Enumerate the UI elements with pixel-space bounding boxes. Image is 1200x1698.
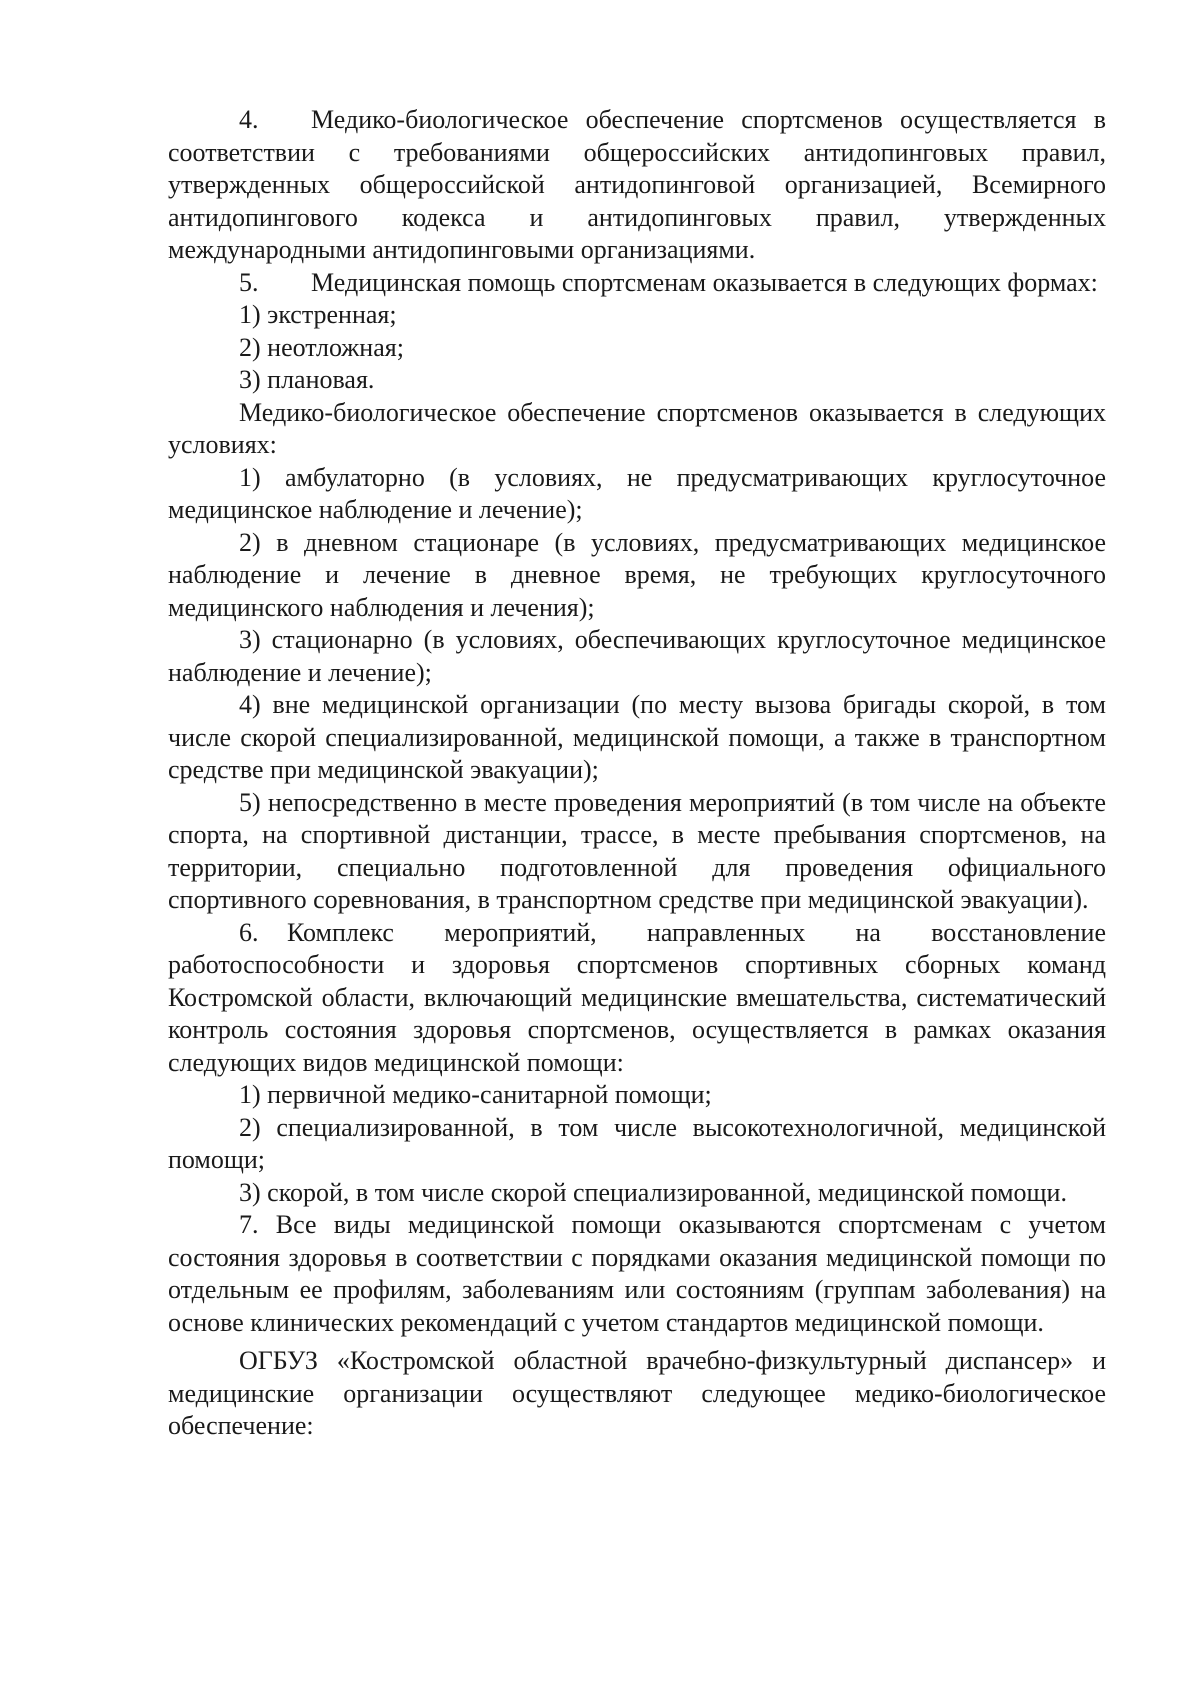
paragraph-7: 7. Все виды медицинской помощи оказываются спортсменам с учетом состояния здоровья в соответствии с порядками оказания медицинской помощи по отдельным ее профилям, заболеваниям или состояниям (группам заболевания) на основе клинических рекомендаций с учетом стандартов медицинской помощи. xyxy=(168,1210,1106,1337)
paragraph-text: Медико-биологическое обеспечение спортсменов осуществляется в соответствии с требованиями общероссийских антидопинговых правил, утвержденных общероссийской антидопинговой организацией, Всемирного антидопингового кодекса и антидопинговых правил, утвержденных международными антидопинговыми организациями. xyxy=(168,105,1106,264)
care-type-item-1: 1) первичной медико-санитарной помощи; xyxy=(239,1080,712,1109)
paragraph-4 xyxy=(168,104,1106,267)
condition-item-2: 2) в дневном стационаре (в условиях, предусматривающих медицинское наблюдение и лечение в дневное время, не требующих круглосуточного медицинского наблюдения и лечения); xyxy=(168,527,1106,622)
condition-item-5: 5) непосредственно в месте проведения мероприятий (в том числе на объекте спорта, на спортивной дистанции, трассе, в месте пребывания спортсменов, на территории, специально подготовленной для проведения официального спортивного соревнования, в транспортном средстве при медицинской эвакуации). xyxy=(168,787,1106,914)
paragraph-text: Комплекс мероприятий, направленных на восстановление работоспособности и здоровья спортсменов спортивных сборных команд Костромской области, включающий медицинские вмешательства, систематический контроль состояния здоровья спортсменов, осуществляется в рамках оказания следующих видов медицинской помощи: xyxy=(168,917,1106,1077)
form-item-3: 3) плановая. xyxy=(239,365,375,394)
conditions-intro: Медико-биологическое обеспечение спортсменов оказывается в следующих условиях: xyxy=(168,397,1106,459)
form-item-2: 2) неотложная; xyxy=(239,332,404,362)
final-paragraph: ОГБУЗ «Костромской областной врачебно-физкультурный диспансер» и медицинские организации осуществляют следующее медико-биологическое обеспечение: xyxy=(168,1346,1106,1440)
care-type-item-2: 2) специализированной, в том числе высокотехнологичной, медицинской помощи; xyxy=(168,1112,1106,1174)
form-item-1: 1) экстренная; xyxy=(239,300,397,329)
paragraph-text: Медицинская помощь спортсменам оказывается в следующих формах: xyxy=(311,267,1098,297)
condition-item-1: 1) амбулаторно (в условиях, не предусматривающих круглосуточное медицинское наблюдение и лечение); xyxy=(168,462,1106,524)
care-type-item-3: 3) скорой, в том числе скорой специализированной, медицинской помощи. xyxy=(239,1177,1067,1207)
condition-item-4: 4) вне медицинской организации (по месту вызова бригады скорой, в том числе скорой специализированной, медицинской помощи, а также в транспортном средстве при медицинской эвакуации); xyxy=(168,690,1106,784)
document-page xyxy=(168,104,1106,1443)
paragraph-number: 6. xyxy=(239,917,259,947)
paragraph-6 xyxy=(168,917,1106,1080)
paragraph-5 xyxy=(168,267,1106,300)
paragraph-number: 5. xyxy=(239,267,259,297)
paragraph-number: 4. xyxy=(239,105,259,134)
condition-item-3: 3) стационарно (в условиях, обеспечивающих круглосуточное медицинское наблюдение и лечение); xyxy=(168,625,1106,687)
